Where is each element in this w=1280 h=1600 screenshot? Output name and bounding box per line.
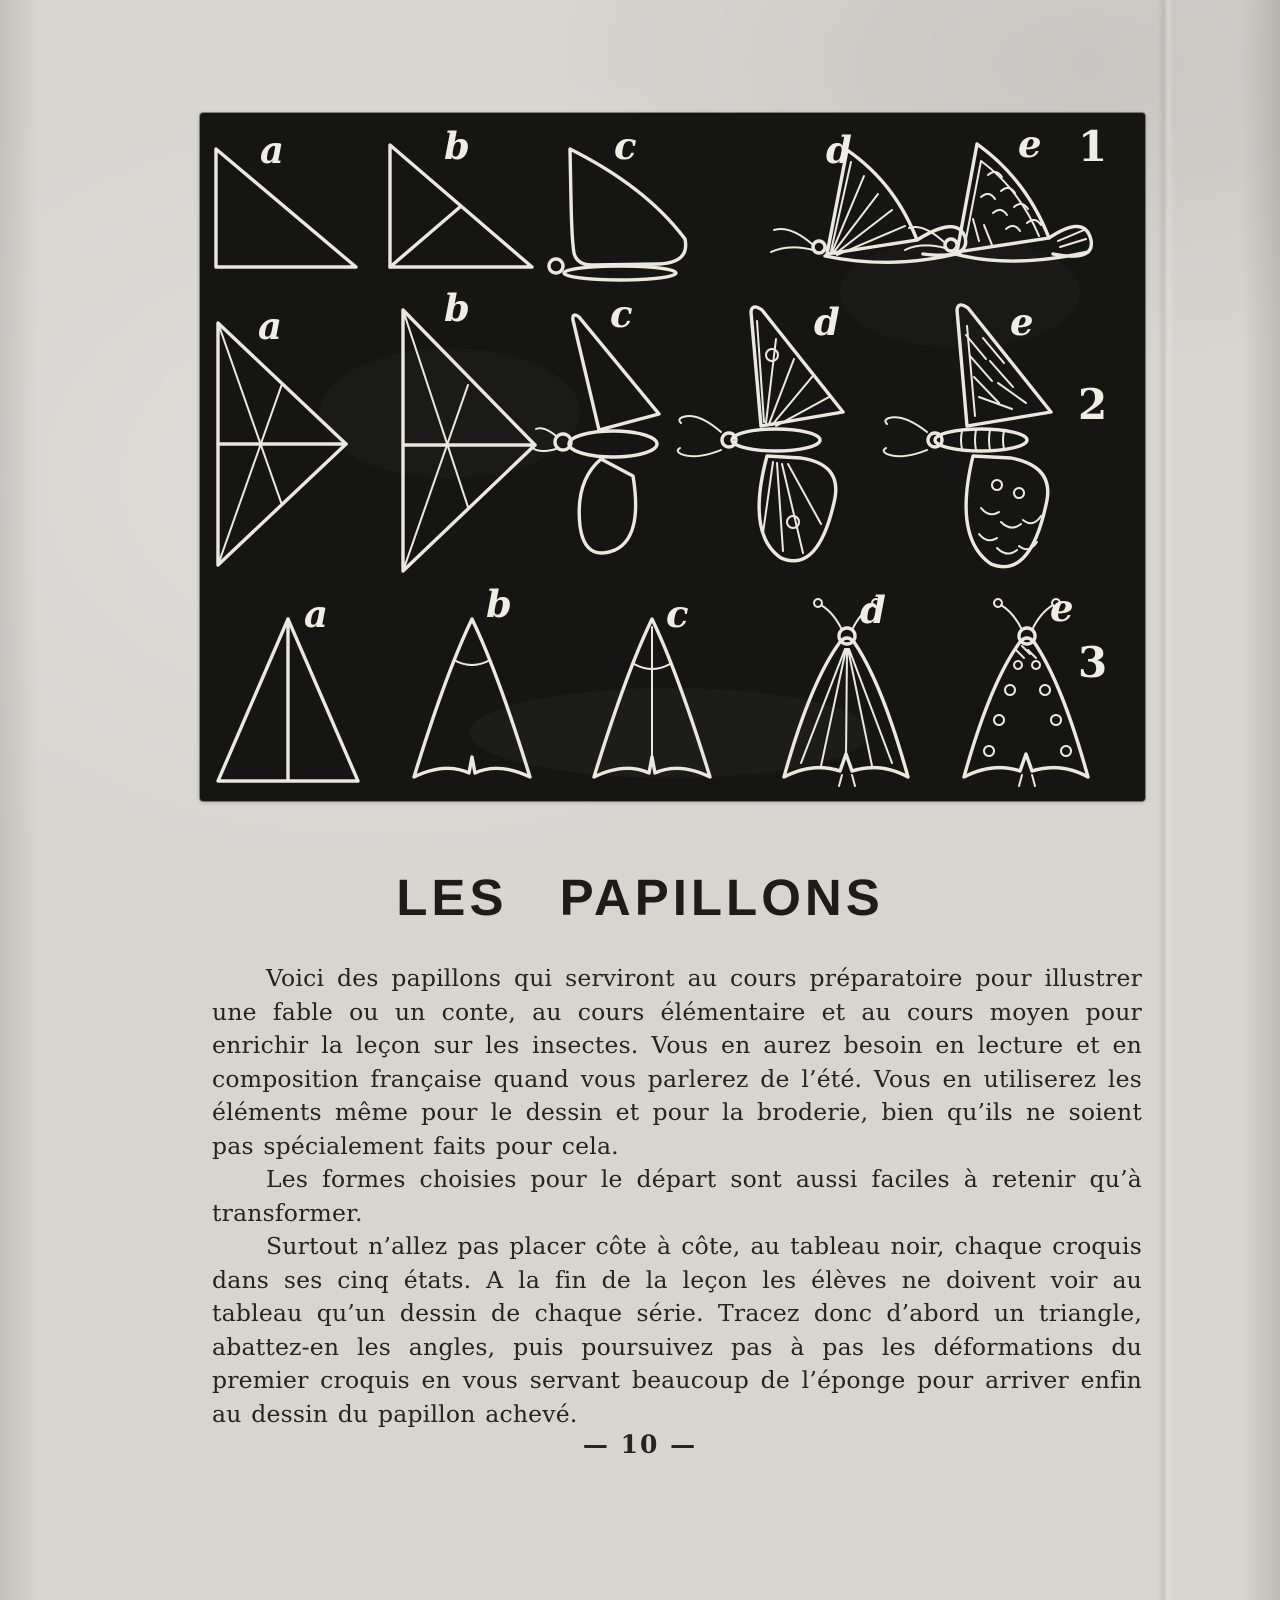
step-label-2a: a: [258, 304, 282, 348]
step-drawing-1a: [216, 149, 356, 267]
step-drawing-2a: [218, 323, 346, 565]
step-drawing-3d: [784, 599, 908, 786]
paragraph-2: Les formes choisies pour le départ sont aussi faciles à retenir qu’à transformer.: [212, 1165, 1142, 1227]
chalkboard-illustration: [200, 113, 1145, 801]
step-label-3c: c: [666, 592, 689, 636]
scan-crease: [1158, 0, 1174, 1600]
step-label-2e: e: [1010, 300, 1034, 344]
page-number: — 10 —: [582, 1430, 698, 1459]
row-number-1: 1: [1078, 122, 1108, 171]
step-label-1c: c: [614, 124, 637, 168]
page-title: LES PAPILLONS: [396, 869, 884, 926]
chalkboard-panel: [200, 113, 1145, 801]
step-label-1d: d: [826, 128, 852, 172]
step-drawing-2d: [678, 307, 843, 561]
step-label-2b: b: [444, 286, 470, 330]
step-label-1e: e: [1018, 122, 1042, 166]
step-label-1b: b: [444, 124, 470, 168]
step-label-3d: d: [860, 588, 886, 632]
step-label-3e: e: [1050, 586, 1074, 630]
step-label-3b: b: [486, 582, 512, 626]
step-label-3a: a: [304, 592, 328, 636]
step-label-2d: d: [814, 300, 840, 344]
step-drawing-2c: [534, 315, 659, 553]
row-number-2: 2: [1078, 380, 1108, 429]
step-drawing-1c: [549, 149, 686, 280]
step-drawing-3a: [218, 619, 358, 781]
paragraph-3: Surtout n’allez pas placer côte à côte, au tableau noir, chaque croquis dans ses cinq états. A la fin de la leçon les élèves ne doivent voir au tableau qu’un dessin de chaque série. Tracez donc d’abord un triangle, abattez-en les angles, puis poursuivez pas à pas les déformations du premier croquis en vous servant beaucoup de l’éponge pour arriver enfin au dessin du papillon achevé.: [212, 1232, 1142, 1428]
step-label-2c: c: [610, 292, 633, 336]
body-text: [212, 962, 1142, 1431]
paragraph-1: Voici des papillons qui serviront au cours préparatoire pour illustrer une fable ou un conte, au cours élémentaire et au cours moyen pour enrichir la leçon sur les insectes. Vous en aurez besoin en lecture et en composition française quand vous parlerez de l’été. Vous en utiliserez les éléments même pour le dessin et pour la broderie, bien qu’ils ne soient pas spécialement faits pour cela.: [212, 964, 1142, 1160]
step-label-1a: a: [260, 128, 284, 172]
row-number-3: 3: [1078, 638, 1108, 687]
